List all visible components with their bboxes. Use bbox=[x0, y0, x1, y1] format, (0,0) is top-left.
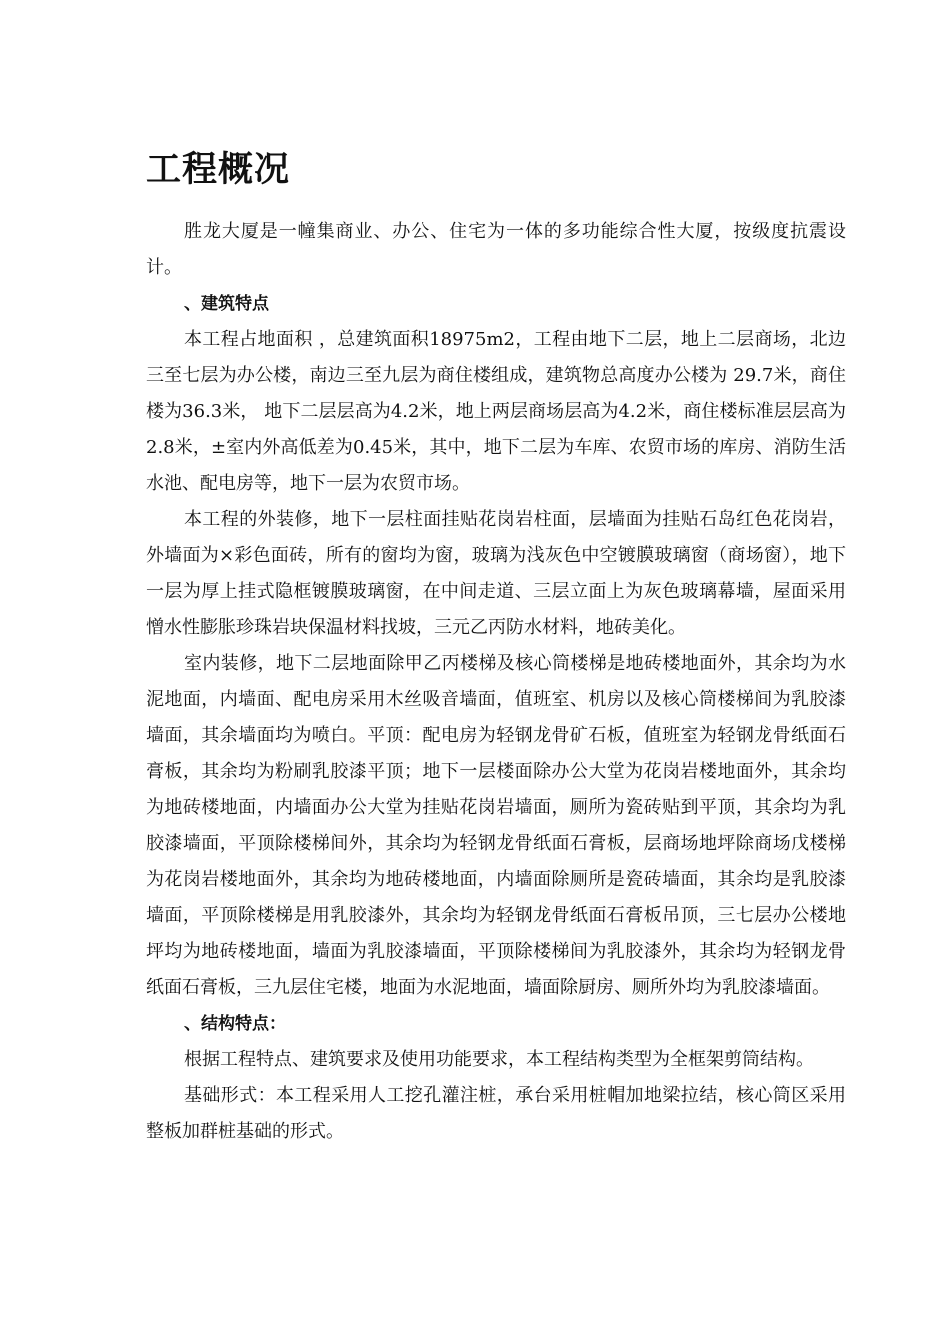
section-heading-structure: 、结构特点： bbox=[184, 1014, 286, 1034]
architecture-paragraph-1: 本工程占地面积 ，总建筑面积18975m2，工程由地下二层，地上二层商场，北边三至七层为办公楼，南边三至九层为商住楼组成，建筑物总高度办公楼为 29.7米，商住楼为36.3米， 地下二层层高为4.2米，地上两层商场层高为4.2米，商住楼标准层层高为2.8米，±室内外高低差为0.45米，其中，地下二层为车库、农贸市场的库房、消防生活水池、配电房等，地下一层为农贸市场。 bbox=[146, 329, 846, 494]
architecture-paragraph-3: 室内装修，地下二层地面除甲乙丙楼梯及核心筒楼梯是地砖楼地面外，其余均为水泥地面，内墙面、配电房采用木丝吸音墙面，值班室、机房以及核心筒楼梯间为乳胶漆墙面，其余墙面均为喷白。平顶：配电房为轻钢龙骨矿石板，值班室为轻钢龙骨纸面石膏板，其余均为粉刷乳胶漆平顶；地下一层楼面除办公大堂为花岗岩楼地面外，其余均为地砖楼地面，内墙面办公大堂为挂贴花岗岩墙面，厕所为瓷砖贴到平顶，其余均为乳胶漆墙面，平顶除楼梯间外，其余均为轻钢龙骨纸面石膏板，层商场地坪除商场戊楼梯为花岗岩楼地面外，其余均为地砖楼地面，内墙面除厕所是瓷砖墙面，其余均是乳胶漆墙面，平顶除楼梯是用乳胶漆外，其余均为轻钢龙骨纸面石膏板吊顶，三七层办公楼地坪均为地砖楼地面，墙面为乳胶漆墙面，平顶除楼梯间为乳胶漆外，其余均为轻钢龙骨纸面石膏板，三九层住宅楼，地面为水泥地面，墙面除厨房、厕所外均为乳胶漆墙面。 bbox=[146, 653, 846, 998]
architecture-paragraph-2: 本工程的外装修，地下一层柱面挂贴花岗岩柱面，层墙面为挂贴石岛红色花岗岩，外墙面为×彩色面砖，所有的窗均为窗，玻璃为浅灰色中空镀膜玻璃窗（商场窗），地下一层为厚上挂式隐框镀膜玻璃窗，在中间走道、三层立面上为灰色玻璃幕墙，屋面采用憎水性膨胀珍珠岩块保温材料找坡，三元乙丙防水材料，地砖美化。 bbox=[146, 509, 846, 638]
intro-paragraph: 胜龙大厦是一幢集商业、办公、住宅为一体的多功能综合性大厦，按级度抗震设计。 bbox=[146, 221, 846, 278]
document-body bbox=[146, 148, 846, 1150]
structure-paragraph-1: 根据工程特点、建筑要求及使用功能要求，本工程结构类型为全框架剪筒结构。 bbox=[184, 1049, 814, 1070]
page-title: 工程概况 bbox=[146, 150, 291, 190]
section-heading-architecture: 、建筑特点 bbox=[184, 294, 269, 314]
structure-paragraph-2: 基础形式：本工程采用人工挖孔灌注桩，承台采用桩帽加地梁拉结，核心筒区采用整板加群桩基础的形式。 bbox=[146, 1085, 846, 1142]
